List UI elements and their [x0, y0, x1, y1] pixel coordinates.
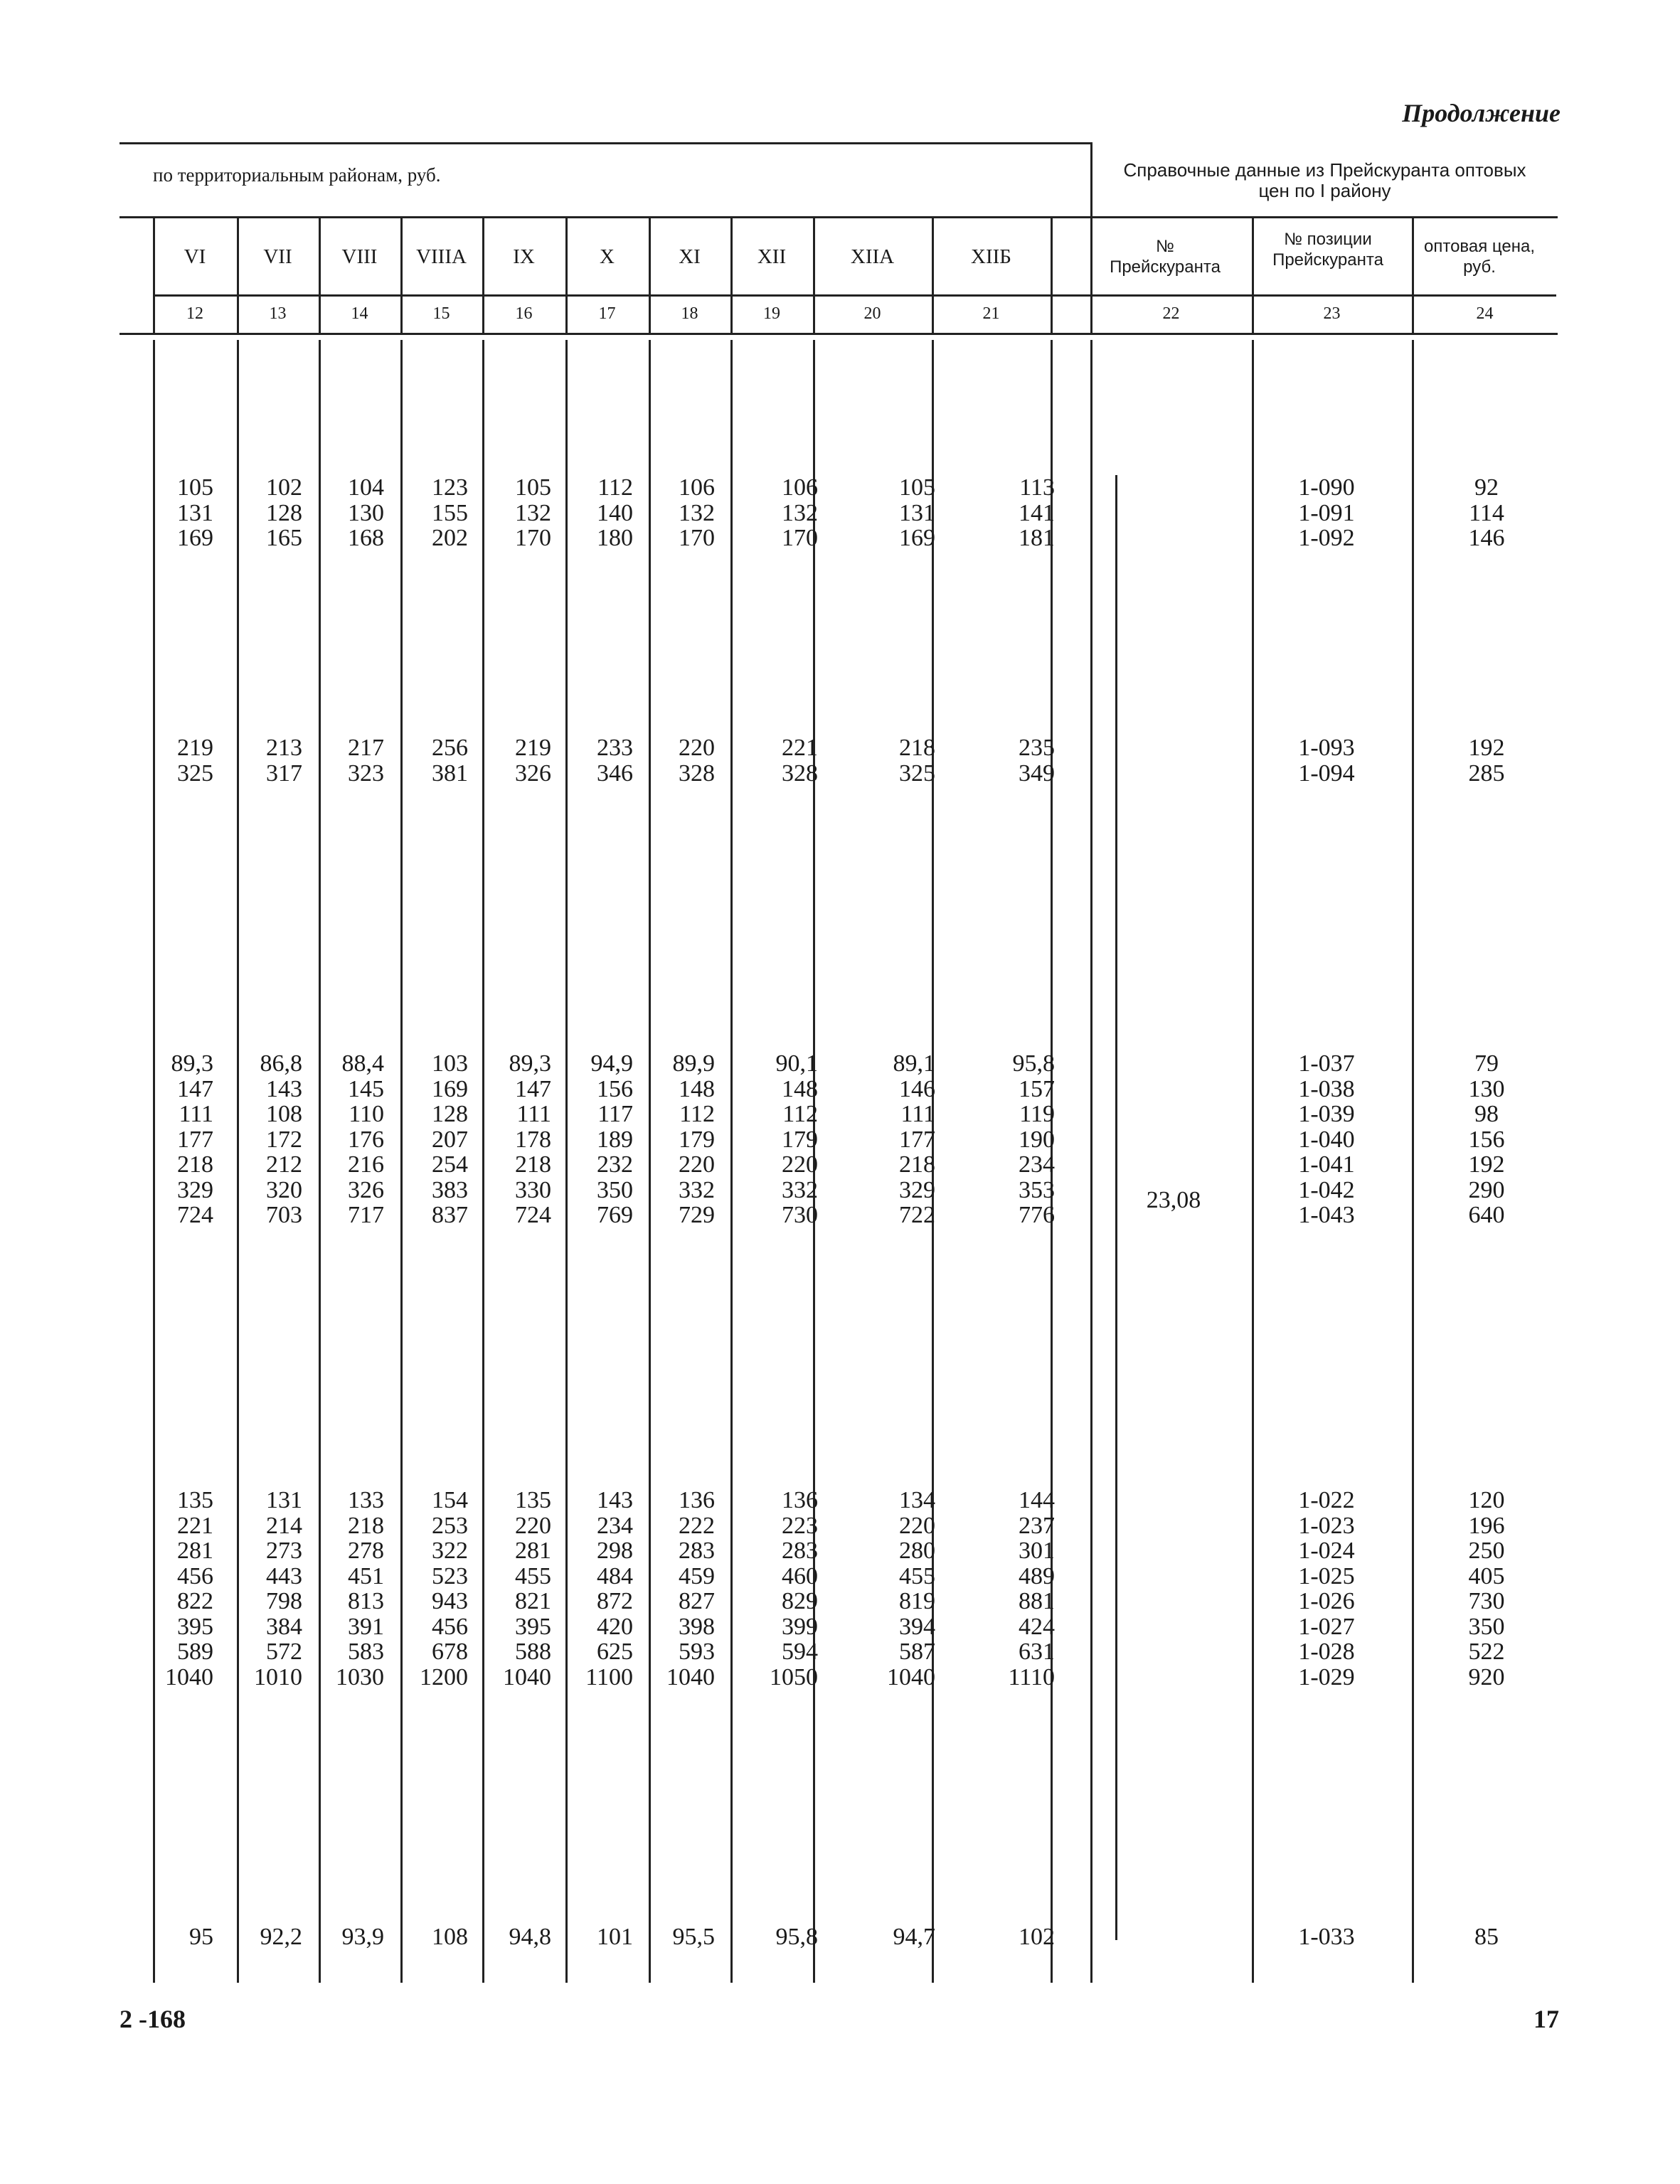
price-list-number: 23,08: [1146, 1187, 1201, 1213]
district-price-cell: 103 169 128 207 254 383 837: [432, 1050, 468, 1228]
district-header: XIIБ: [971, 245, 1011, 268]
district-header: VIIIA: [416, 245, 467, 268]
body-column-rule: [1252, 340, 1254, 1983]
district-price-cell: 213 317: [266, 735, 302, 787]
column-number: 18: [681, 304, 698, 323]
district-price-cell: 143 234 298 484 872 420 625 1100: [585, 1487, 633, 1690]
district-price-cell: 105 132 170: [515, 474, 551, 551]
districts-caption: по территориальным районам, руб.: [153, 164, 441, 186]
column-number: 17: [598, 304, 616, 323]
wholesale-price-header: оптовая цена, руб.: [1424, 237, 1535, 277]
header-column-rule: [932, 216, 934, 334]
column-number: 13: [269, 304, 287, 323]
district-price-cell: 92,2: [260, 1924, 302, 1950]
district-price-cell: 134 220 280 455 819 394 587 1040: [887, 1487, 935, 1690]
district-price-cell: 102: [1019, 1924, 1055, 1950]
district-price-cell: 89,9 148 112 179 220 332 729: [672, 1050, 715, 1228]
district-price-cell: 88,4 145 110 176 216 326 717: [341, 1050, 384, 1228]
header-rule-1: [119, 216, 1558, 218]
brace-line: [1115, 475, 1117, 1940]
district-header: VIII: [341, 245, 378, 268]
column-number: 22: [1162, 304, 1180, 323]
district-price-cell: 220 328: [679, 735, 715, 787]
column-number: 21: [982, 304, 1000, 323]
district-price-cell: 86,8 143 108 172 212 320 703: [260, 1050, 302, 1228]
wholesale-price-cell: 120 196 250 405 730 350 522 920: [1468, 1487, 1505, 1690]
district-price-cell: 89,3 147 111 178 218 330 724: [509, 1050, 551, 1228]
district-price-cell: 136 223 283 460 829 399 594 1050: [770, 1487, 818, 1690]
district-price-cell: 101: [597, 1924, 633, 1950]
header-top-rule: [119, 142, 1090, 144]
column-number: 23: [1323, 304, 1341, 323]
district-price-cell: 136 222 283 459 827 398 593 1040: [666, 1487, 715, 1690]
district-price-cell: 219 325: [177, 735, 213, 787]
column-number: 12: [186, 304, 203, 323]
district-price-cell: 108: [432, 1924, 468, 1950]
column-number: 24: [1476, 304, 1494, 323]
header-column-rule: [565, 216, 568, 334]
header-column-rule: [319, 216, 321, 334]
district-price-cell: 89,3 147 111 177 218 329 724: [171, 1050, 213, 1228]
district-header: IX: [513, 245, 535, 268]
position-number-cell: 1-093 1-094: [1298, 735, 1355, 787]
position-number-cell: 1-037 1-038 1-039 1-040 1-041 1-042 1-043: [1298, 1050, 1355, 1228]
district-price-cell: 144 237 301 489 881 424 631 1110: [1008, 1487, 1055, 1690]
column-number: 19: [763, 304, 780, 323]
continuation-label: Продолжение: [1402, 99, 1561, 127]
header-column-rule: [1412, 216, 1414, 334]
district-header: XII: [757, 245, 787, 268]
district-header: VI: [184, 245, 206, 268]
district-header: VII: [263, 245, 292, 268]
column-number: 16: [515, 304, 533, 323]
district-price-cell: 94,9 156 117 189 232 350 769: [590, 1050, 633, 1228]
header-column-rule: [237, 216, 239, 334]
district-price-cell: 135 220 281 455 821 395 588 1040: [503, 1487, 551, 1690]
column-number: 14: [351, 304, 368, 323]
district-price-cell: 106 132 170: [679, 474, 715, 551]
district-price-cell: 94,7: [893, 1924, 935, 1950]
district-price-cell: 90,1 148 112 179 220 332 730: [775, 1050, 818, 1228]
district-price-cell: 95: [189, 1924, 213, 1950]
district-price-cell: 105 131 169: [899, 474, 935, 551]
column-number: 20: [863, 304, 881, 323]
district-price-cell: 217 323: [348, 735, 384, 787]
header-rule-2: [153, 294, 1556, 297]
district-header: XI: [679, 245, 701, 268]
page-number: 17: [1533, 2005, 1559, 2033]
district-price-cell: 219 326: [515, 735, 551, 787]
header-column-rule: [813, 216, 815, 334]
wholesale-price-cell: 85: [1474, 1924, 1499, 1950]
header-column-rule: [153, 216, 155, 334]
header-rule-3: [119, 333, 1558, 335]
district-price-cell: 105 131 169: [177, 474, 213, 551]
district-price-cell: 89,1 146 111 177 218 329 722: [893, 1050, 935, 1228]
district-price-cell: 154 253 322 523 943 456 678 1200: [420, 1487, 468, 1690]
wholesale-price-cell: 192 285: [1468, 735, 1505, 787]
district-price-cell: 112 140 180: [597, 474, 633, 551]
header-column-rule: [400, 216, 403, 334]
district-price-cell: 95,5: [672, 1924, 715, 1950]
district-price-cell: 93,9: [341, 1924, 384, 1950]
district-price-cell: 235 349: [1019, 735, 1055, 787]
district-price-cell: 218 325: [899, 735, 935, 787]
district-price-cell: 95,8: [775, 1924, 818, 1950]
position-no-header: № позиции Прейскуранта: [1272, 230, 1383, 270]
wholesale-price-cell: 79 130 98 156 192 290 640: [1468, 1050, 1505, 1228]
district-price-cell: 106 132 170: [782, 474, 818, 551]
district-price-cell: 131 214 273 443 798 384 572 1010: [254, 1487, 302, 1690]
district-price-cell: 233 346: [597, 735, 633, 787]
district-price-cell: 104 130 168: [348, 474, 384, 551]
district-header: X: [600, 245, 615, 268]
column-number: 15: [432, 304, 450, 323]
reference-divider: [1090, 142, 1092, 334]
district-price-cell: 94,8: [509, 1924, 551, 1950]
header-column-rule: [1252, 216, 1254, 334]
wholesale-price-cell: 92 114 146: [1468, 474, 1505, 551]
header-column-rule: [1051, 216, 1053, 334]
district-price-cell: 256 381: [432, 735, 468, 787]
header-column-rule: [730, 216, 733, 334]
position-number-cell: 1-022 1-023 1-024 1-025 1-026 1-027 1-028 1-029: [1298, 1487, 1355, 1690]
body-column-rule: [1090, 340, 1092, 1983]
position-number-cell: 1-033: [1298, 1924, 1355, 1950]
district-price-cell: 95,8 157 119 190 234 353 776: [1012, 1050, 1055, 1228]
header-column-rule: [649, 216, 651, 334]
district-price-cell: 123 155 202: [432, 474, 468, 551]
district-price-cell: 221 328: [782, 735, 818, 787]
district-header: XIIA: [850, 245, 895, 268]
district-price-cell: 113 141 181: [1019, 474, 1055, 551]
body-column-rule: [1412, 340, 1414, 1983]
price-list-no-header: № Прейскуранта: [1110, 237, 1221, 277]
district-price-cell: 133 218 278 451 813 391 583 1030: [336, 1487, 384, 1690]
position-number-cell: 1-090 1-091 1-092: [1298, 474, 1355, 551]
footer-code: 2 -168: [119, 2005, 186, 2033]
header-column-rule: [482, 216, 484, 334]
district-price-cell: 135 221 281 456 822 395 589 1040: [165, 1487, 213, 1690]
district-price-cell: 102 128 165: [266, 474, 302, 551]
reference-caption: Справочные данные из Прейскуранта оптовых цен по I району: [1123, 159, 1526, 201]
